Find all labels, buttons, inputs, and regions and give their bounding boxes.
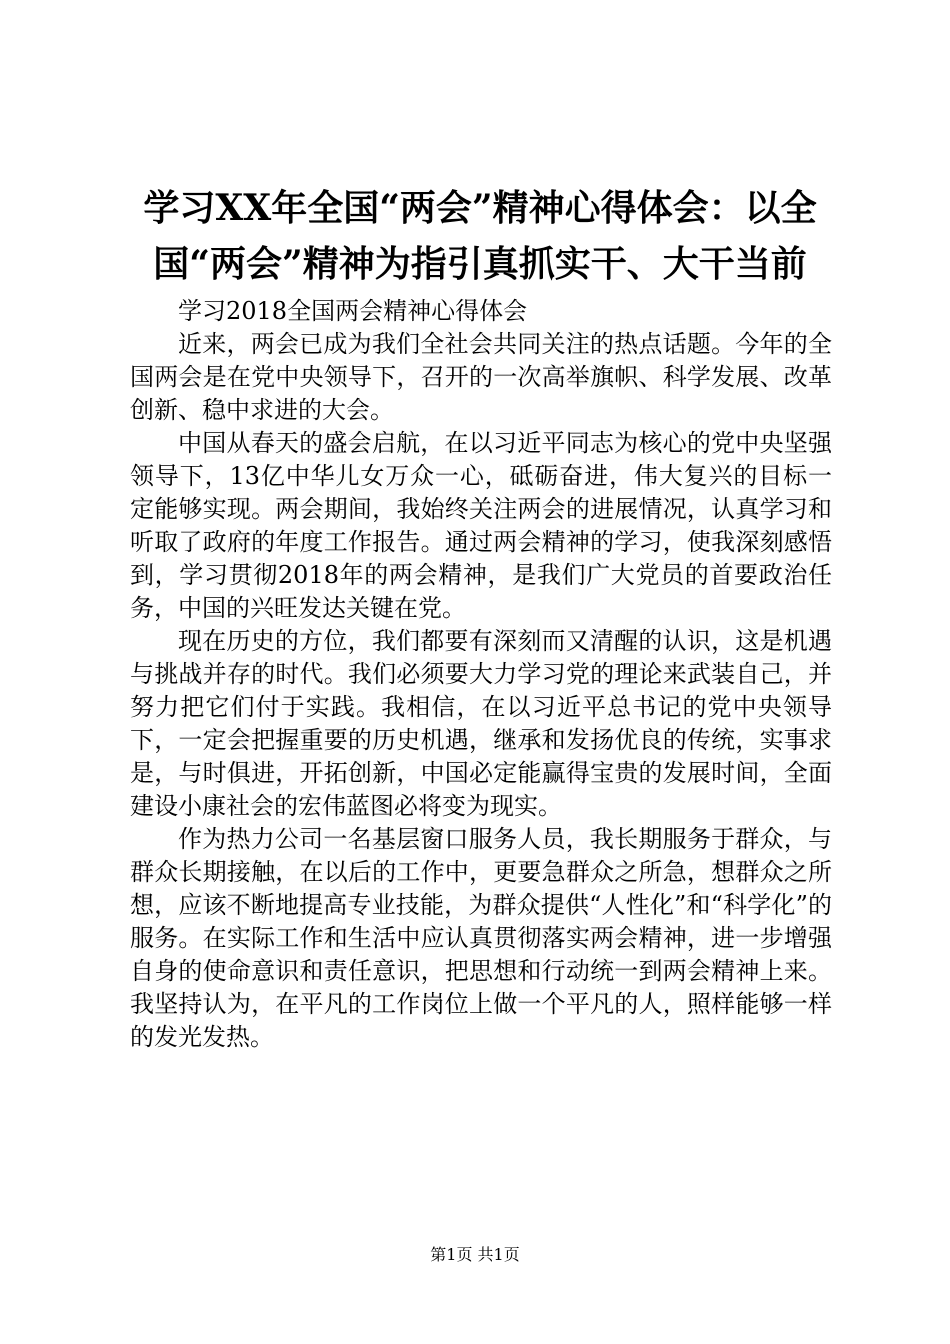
body-paragraph: 中国从春天的盛会启航，在以习近平同志为核心的党中央坚强领导下，13亿中华儿女万众一心，砥砺奋进，伟大复兴的目标一定能够实现。两会期间，我始终关注两会的进展情况，认真学习和听取了政府的年度工作报告。通过两会精神的学习，使我深刻感悟到，学习贯彻2018年的两会精神，是我们广大党员的首要政治任务，中国的兴旺发达关键在党。: [130, 429, 832, 622]
page-footer: 第1页 共1页: [430, 1245, 520, 1264]
document-body: [130, 295, 832, 1054]
body-paragraph: 作为热力公司一名基层窗口服务人员，我长期服务于群众，与群众长期接触，在以后的工作中，更要急群众之所急，想群众之所想，应该不断地提高专业技能，为群众提供“人性化”和“科学化”的服务。在实际工作和生活中应认真贯彻落实两会精神，进一步增强自身的使命意识和责任意识，把思想和行动统一到两会精神上来。我坚持认为，在平凡的工作岗位上做一个平凡的人，照样能够一样的发光发热。: [130, 825, 832, 1051]
document-title: 学习XX年全国“两会”精神心得体会：以全国“两会”精神为指引真抓实干、大干当前: [143, 187, 817, 285]
body-paragraph: 近来，两会已成为我们全社会共同关注的热点话题。今年的全国两会是在党中央领导下，召开的一次高举旗帜、科学发展、改革创新、稳中求进的大会。: [130, 330, 832, 424]
body-paragraph: 现在历史的方位，我们都要有深刻而又清醒的认识，这是机遇与挑战并存的时代。我们必须要大力学习党的理论来武装自己，并努力把它们付于实践。我相信，在以习近平总书记的党中央领导下，一定会把握重要的历史机遇，继承和发扬优良的传统，实事求是，与时俱进，开拓创新，中国必定能赢得宝贵的发展时间，全面建设小康社会的宏伟蓝图必将变为现实。: [130, 627, 832, 820]
subtitle-paragraph: 学习2018全国两会精神心得体会: [178, 297, 528, 325]
